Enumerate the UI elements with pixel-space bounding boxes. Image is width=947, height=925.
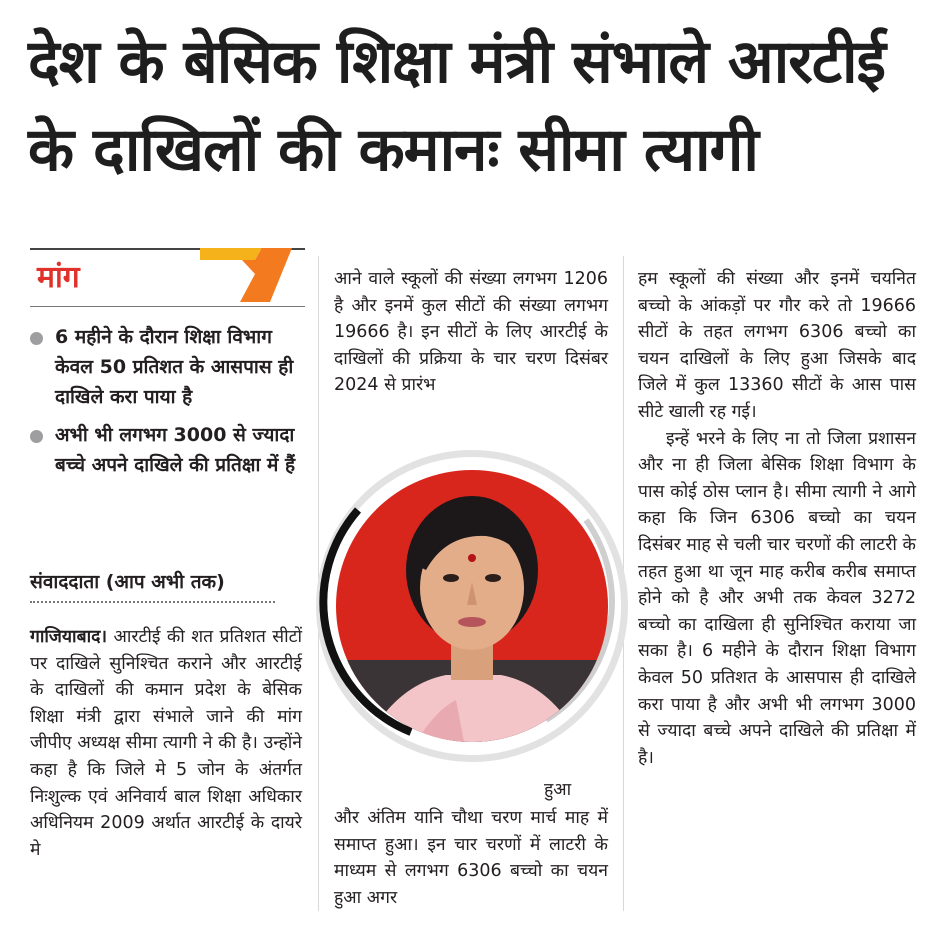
headline [28,18,933,194]
column-2-top-text: आने वाले स्कूलों की संख्या लगभग 1206 है और इनमें कुल सीटों की संख्या लगभग 19666 है। इन सीटों के लिए आरटीई के दाखिलों की प्रक्रिया के चार चरण दिसंबर 2024 से प्रारंभ [334,269,608,396]
photo-circle [336,470,608,742]
demand-bullet [30,322,310,412]
column-2-tail-text: हुआ [544,780,572,800]
article-column-2-bottom [334,805,608,911]
demand-bullet [30,420,310,480]
bullet-dot-icon [30,332,43,345]
demand-label: मांग [37,260,80,295]
article-column-1 [30,624,302,863]
dateline-place: गाजियाबाद। [30,627,108,647]
headline-line-2: के दाखिलों की कमानः सीमा त्यागी [28,115,758,185]
byline: संवाददाता (आप अभी तक) [30,571,225,593]
article-column-3 [638,266,916,771]
headline-line-1: देश के बेसिक शिक्षा मंत्री संभाले आरटीई [28,27,886,97]
bullet-dot-icon [30,430,43,443]
demand-bottom-rule [30,306,305,307]
woman-portrait-icon [336,470,608,742]
demand-bullet-text: 6 महीने के दौरान शिक्षा विभाग केवल 50 प्रतिशत के आसपास ही दाखिले करा पाया है [55,326,294,408]
article-column-2-top [334,266,608,399]
column-3-paragraph-1: हम स्कूलों की संख्या और इनमें चयनित बच्चो के आंकड़ों पर गौर करे तो 19666 सीटों के तहत लगभग 6306 बच्चो का चयन दाखिलों के लिए हुआ जिसके बाद जिले में कुल 13360 सीटों के आस पास सीटे खाली रह गई। [638,269,916,422]
demand-bullets [30,322,310,488]
column-1-text: आरटीई की शत प्रतिशत सीटों पर दाखिले सुनिश्चित कराने और आरटीई के दाखिलों की कमान प्रदेश के बेसिक शिक्षा मंत्री द्वारा संभाले जाने की मांग जीपीए अध्यक्ष सीमा त्यागी ने की है। उन्होंने कहा है कि जिले मे 5 जोन के अंतर्गत निःशुल्क एवं अनिवार्य बाल शिक्षा अधिकार अधिनियम 2009 अर्थात आरटीई के दायरे मे [30,627,302,860]
orange-chevron-icon [200,246,300,306]
column-2-bottom-text: और अंतिम यानि चौथा चरण मार्च माह में समाप्त हुआ। इन चार चरणों में लाटरी के माध्यम से लगभग 6306 बच्चो का चयन हुआ अगर [334,808,608,908]
demand-bullet-text: अभी भी लगभग 3000 से ज्यादा बच्चे अपने दाखिले की प्रतिक्षा में हैं [55,424,296,476]
column-3-paragraph-2: इन्हें भरने के लिए ना तो जिला प्रशासन और ना ही जिला बेसिक शिक्षा विभाग के पास कोई ठोस प्लान है। सीमा त्यागी ने आगे कहा कि जिन 6306 बच्चो का चयन दिसंबर माह से चली चार चरणों की लाटरी के तहत हुआ था जून माह करीब करीब समाप्त होने को है और अभी तक केवल 3272 बच्चो का दाखिला ही सुनिश्चित कराया जा सका है। 6 महीने के दौरान शिक्षा विभाग केवल 50 प्रतिशत के आसपास ही दाखिले करा पाया है और अभी भी लगभग 3000 से ज्यादा बच्चे अपने दाखिले की प्रतिक्षा में है। [638,428,916,768]
portrait-photo [316,450,628,762]
byline-divider [30,601,275,603]
